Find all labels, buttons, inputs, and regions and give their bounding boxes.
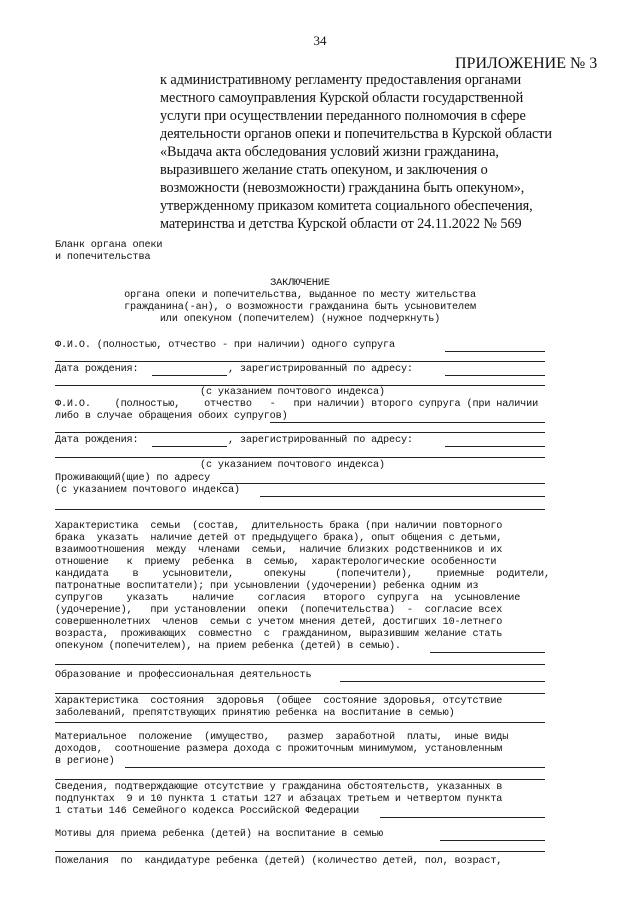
- family-text: супругов указать наличие согласия второго супруга на усыновление: [55, 593, 521, 604]
- education-label: Образование и профессиональная деятельность: [55, 670, 312, 681]
- conclusion-subtitle: или опекуном (попечителем) (нужное подчеркнуть): [159, 314, 441, 325]
- address-field-2[interactable]: [55, 385, 545, 386]
- living-postal-hint: (с указанием почтового индекса): [55, 485, 240, 496]
- family-field[interactable]: [430, 652, 545, 653]
- letterhead-line: Бланк органа опеки: [55, 240, 163, 251]
- education-field-2[interactable]: [55, 693, 545, 694]
- motives-field[interactable]: [440, 840, 545, 841]
- info-text: 1 статьи 146 Семейного кодекса Российской Федерации: [55, 806, 360, 817]
- registered-label: , зарегистрированный по адресу:: [228, 364, 413, 375]
- registered-label: , зарегистрированный по адресу:: [228, 435, 413, 446]
- conclusion-subtitle: органа опеки и попечительства, выданное по месту жительства: [124, 290, 476, 301]
- family-text: опекуном (попечителем), на прием ребенка (детей) в семью).: [55, 641, 401, 652]
- appendix-line: деятельности органов опеки и попечительства в Курской области: [160, 126, 552, 142]
- material-text: Материальное положение (имущество, размер заработной платы, иные виды: [55, 732, 509, 743]
- family-text: отношение к приему ребенка в семью, характерологические особенности: [55, 557, 497, 568]
- spouse2-name-field[interactable]: [270, 422, 545, 423]
- living-address-field[interactable]: [220, 483, 545, 484]
- info-text: Сведения, подтверждающие отсутствие у гражданина обстоятельств, указанных в: [55, 782, 503, 793]
- address-field-2[interactable]: [55, 457, 545, 458]
- health-text: Характеристика состояния здоровья (общее состояние здоровья, отсутствие: [55, 696, 503, 707]
- motives-field-2[interactable]: [55, 851, 545, 852]
- appendix-line: услуги при осуществлении переданного полномочия в сфере: [160, 108, 526, 124]
- family-text: (удочерение), при установлении опеки (попечительства) - согласие всех: [55, 605, 503, 616]
- postal-hint: (с указанием почтового индекса): [200, 387, 385, 398]
- letterhead-line: и попечительства: [55, 252, 151, 263]
- dob-label: Дата рождения:: [55, 435, 139, 446]
- appendix-line: материнства и детства Курской области от 24.11.2022 № 569: [160, 216, 522, 232]
- health-text: заболеваний, препятствующих принятию ребенка на воспитание в семью): [55, 708, 455, 719]
- dob-label: Дата рождения:: [55, 364, 139, 375]
- address-field[interactable]: [445, 375, 545, 376]
- conclusion-title: ЗАКЛЮЧЕНИЕ: [270, 278, 330, 289]
- living-address-label: Проживающий(щие) по адресу: [55, 473, 211, 484]
- divider: [55, 509, 545, 510]
- spouse2-label: либо в случае обращения обоих супругов): [55, 411, 288, 422]
- family-text: патронатные воспитатели); при усыновлении (удочерении) ребенка одним из: [55, 581, 479, 592]
- family-text: возраста, проживающих совместно с гражданином, выразившим желание стать: [55, 629, 503, 640]
- material-text: доходов, соотношение размера дохода с прожиточным минимумом, установленным: [55, 744, 503, 755]
- appendix-line: «Выдача акта обследования условий жизни гражданина,: [160, 144, 499, 160]
- appendix-line: возможности (невозможности) гражданина быть опекуном»,: [160, 180, 525, 196]
- spouse1-name-field[interactable]: [445, 351, 545, 352]
- family-field-2[interactable]: [55, 664, 545, 665]
- family-text: Характеристика семьи (состав, длительность брака (при наличии повторного: [55, 521, 503, 532]
- family-text: взаимоотношения между членами семьи, наличие близких родственников и их: [55, 545, 503, 556]
- material-text: в регионе): [55, 756, 115, 767]
- spouse1-name-label: Ф.И.О. (полностью, отчество - при наличии) одного супруга: [55, 340, 395, 351]
- page-number: 34: [313, 33, 327, 48]
- info-text: подпунктах 9 и 10 пункта 1 статьи 127 и абзацах третьем и четвертом пункта: [55, 794, 503, 805]
- address-field[interactable]: [445, 446, 545, 447]
- motives-label: Мотивы для приема ребенка (детей) на воспитание в семью: [55, 829, 383, 840]
- health-field[interactable]: [55, 722, 545, 723]
- appendix-line: к административному регламенту предоставления органами: [160, 72, 522, 88]
- family-text: совершеннолетних членов семьи с учетом мнения детей, достигших 10-летнего: [55, 617, 503, 628]
- material-field[interactable]: [125, 767, 545, 768]
- family-text: кандидата в усыновители, опекуны (попечители), приемные родители,: [55, 569, 550, 580]
- living-address-field-2[interactable]: [260, 496, 545, 497]
- dob-field[interactable]: [152, 375, 227, 376]
- divider: [55, 432, 545, 433]
- appendix-line: выразившего желание стать опекуном, и заключения о: [160, 162, 488, 178]
- info-field[interactable]: [380, 817, 545, 818]
- family-text: брака указать наличие детей от предыдущего брака), опыт общения с детьми,: [55, 533, 503, 544]
- dob-field[interactable]: [152, 446, 227, 447]
- appendix-title: ПРИЛОЖЕНИЕ № 3: [455, 55, 598, 72]
- appendix-line: местного самоуправления Курской области государственной: [160, 90, 524, 106]
- divider: [55, 361, 545, 362]
- wishes-text: Пожелания по кандидатуре ребенка (детей) (количество детей, пол, возраст,: [55, 856, 503, 867]
- conclusion-subtitle: гражданина(-ан), о возможности гражданина быть усыновителем: [124, 302, 476, 313]
- material-field-2[interactable]: [55, 779, 545, 780]
- education-field[interactable]: [340, 681, 545, 682]
- postal-hint: (с указанием почтового индекса): [200, 460, 385, 471]
- spouse2-label: Ф.И.О. (полностью, отчество - при наличии) второго супруга (при наличии: [55, 399, 539, 410]
- appendix-line: утвержденному приказом комитета социального обеспечения,: [160, 198, 533, 214]
